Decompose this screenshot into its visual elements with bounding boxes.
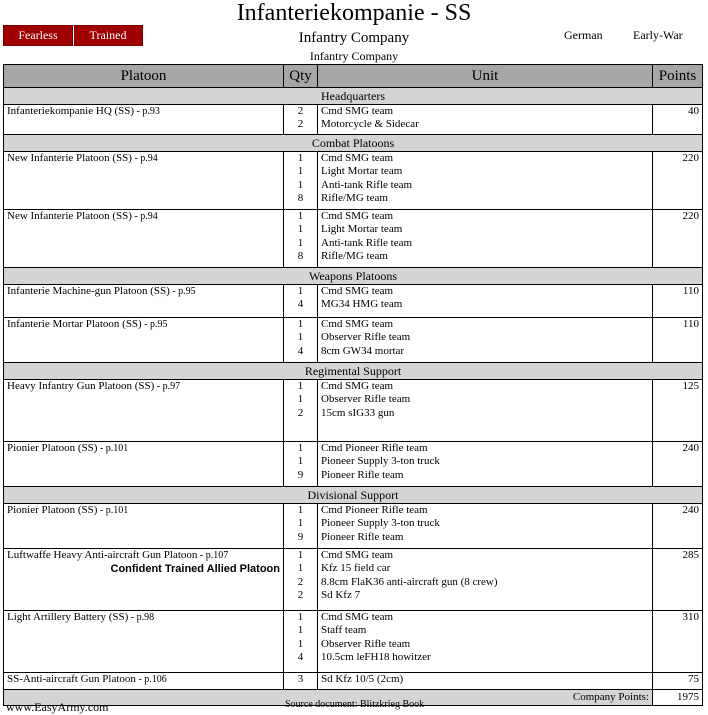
qty-cell: 3: [284, 673, 318, 690]
era-label: Early-War: [633, 28, 683, 42]
qty-cell: 1 1 2 2: [284, 549, 318, 611]
qty-cell: 1 1 2: [284, 380, 318, 442]
qty-cell: 1 1 4: [284, 318, 318, 363]
page-reference: - p.94: [131, 153, 158, 164]
section-header-row: [4, 268, 703, 285]
unit-cell: Cmd Pioneer Rifle team Pioneer Supply 3-ton truck Pioneer Rifle team: [318, 504, 653, 549]
platoon-row: [4, 442, 703, 487]
platoon-row: [4, 318, 703, 363]
page-title: Infanteriekompanie - SS: [236, 0, 472, 26]
column-header-qty: Qty: [284, 65, 318, 88]
page-reference: - p.97: [154, 381, 181, 392]
unit-cell: Cmd SMG team Kfz 15 field car 8.8cm FlaK36 anti-aircraft gun (8 crew) Sd Kfz 7: [318, 549, 653, 611]
platoon-row: [4, 105, 703, 135]
column-header-points: Points: [653, 65, 703, 88]
unit-cell: Cmd SMG team Motorcycle & Sidecar: [318, 105, 653, 135]
platoon-cell: [4, 673, 284, 690]
unit-cell: Cmd Pioneer Rifle team Pioneer Supply 3-ton truck Pioneer Rifle team: [318, 442, 653, 487]
points-cell: 110: [653, 318, 703, 363]
points-cell: 220: [653, 210, 703, 268]
platoon-cell: [4, 210, 284, 268]
table-header-row: [4, 65, 703, 88]
unit-cell: Cmd SMG team Light Mortar team Anti-tank Rifle team Rifle/MG team: [318, 210, 653, 268]
skill-badge: Trained: [73, 25, 143, 46]
page-reference: - p.101: [97, 443, 129, 454]
page-reference: - p.106: [135, 674, 167, 685]
platoon-cell: [4, 504, 284, 549]
platoon-row: [4, 549, 703, 611]
points-cell: 40: [653, 105, 703, 135]
page-reference: - p.95: [141, 319, 168, 330]
platoon-cell: [4, 152, 284, 210]
page-reference: - p.107: [197, 550, 229, 561]
total-points: 1975: [653, 690, 703, 706]
platoon-name: Infanteriekompanie HQ (SS): [7, 105, 135, 117]
qty-cell: 1 1 9: [284, 442, 318, 487]
qty-cell: 1 1 1 8: [284, 210, 318, 268]
page-reference: - p.98: [128, 612, 155, 623]
points-cell: 220: [653, 152, 703, 210]
platoon-cell: [4, 380, 284, 442]
platoon-row: [4, 152, 703, 210]
platoon-name: Infanterie Mortar Platoon (SS): [7, 318, 142, 330]
points-cell: 110: [653, 285, 703, 318]
unit-cell: Cmd SMG team Light Mortar team Anti-tank Rifle team Rifle/MG team: [318, 152, 653, 210]
platoon-name: New Infanterie Platoon (SS): [7, 152, 132, 164]
column-header-unit: Unit: [318, 65, 653, 88]
site-link[interactable]: www.EasyArmy.com: [6, 700, 109, 714]
platoon-note: Confident Trained Allied Platoon: [110, 563, 280, 576]
platoon-row: [4, 673, 703, 690]
section-header-row: [4, 88, 703, 105]
section-header-row: [4, 487, 703, 504]
page-reference: - p.93: [134, 106, 160, 117]
platoon-row: [4, 380, 703, 442]
platoon-name: New Infanterie Platoon (SS): [7, 210, 132, 222]
unit-cell: Cmd SMG team Staff team Observer Rifle team 10.5cm leFH18 howitzer: [318, 611, 653, 673]
page-reference: - p.95: [169, 286, 196, 297]
unit-cell: Cmd SMG team Observer Rifle team 15cm sIG33 gun: [318, 380, 653, 442]
platoon-name: Luftwaffe Heavy Anti-aircraft Gun Platoon: [7, 549, 198, 561]
column-header-platoon: Platoon: [4, 65, 284, 88]
company-subtitle: Infantry Company: [298, 30, 410, 46]
points-cell: 285: [653, 549, 703, 611]
platoon-cell: [4, 611, 284, 673]
platoon-name: Infanterie Machine-gun Platoon (SS): [7, 285, 170, 297]
platoon-row: [4, 285, 703, 318]
section-title: Regimental Support: [4, 363, 703, 380]
source-note: Source document: Blitzkrieg Book: [285, 699, 425, 710]
qty-cell: 1 4: [284, 285, 318, 318]
army-list-body: [4, 88, 703, 690]
qty-cell: 1 1 1 4: [284, 611, 318, 673]
total-label: Company Points:: [4, 690, 653, 706]
unit-cell: Cmd SMG team MG34 HMG team: [318, 285, 653, 318]
section-header-row: [4, 135, 703, 152]
platoon-row: [4, 611, 703, 673]
section-title: Divisional Support: [4, 487, 703, 504]
platoon-name: Pionier Platoon (SS): [7, 442, 98, 454]
section-title: Combat Platoons: [4, 135, 703, 152]
platoon-name: Pionier Platoon (SS): [7, 504, 98, 516]
section-title: Headquarters: [4, 88, 703, 105]
qty-cell: 1 1 1 8: [284, 152, 318, 210]
points-cell: 240: [653, 504, 703, 549]
section-header-row: [4, 363, 703, 380]
army-list-table: [3, 64, 703, 706]
platoon-name: Light Artillery Battery (SS): [7, 611, 129, 623]
platoon-cell: [4, 285, 284, 318]
nation-label: German: [564, 28, 603, 42]
points-cell: 240: [653, 442, 703, 487]
points-cell: 125: [653, 380, 703, 442]
unit-cell: Sd Kfz 10/5 (2cm): [318, 673, 653, 690]
platoon-cell: [4, 318, 284, 363]
platoon-cell: [4, 442, 284, 487]
page-reference: - p.94: [131, 211, 158, 222]
platoon-row: [4, 504, 703, 549]
platoon-row: [4, 210, 703, 268]
page-reference: - p.101: [97, 505, 129, 516]
platoon-cell: [4, 105, 284, 135]
qty-cell: 1 1 9: [284, 504, 318, 549]
company-type: Infantry Company: [309, 49, 399, 63]
points-cell: 310: [653, 611, 703, 673]
unit-cell: Cmd SMG team Observer Rifle team 8cm GW34 mortar: [318, 318, 653, 363]
motivation-badge: Fearless: [3, 25, 73, 46]
platoon-cell: [4, 549, 284, 611]
section-title: Weapons Platoons: [4, 268, 703, 285]
platoon-name: SS-Anti-aircraft Gun Platoon: [7, 673, 136, 685]
points-cell: 75: [653, 673, 703, 690]
platoon-name: Heavy Infantry Gun Platoon (SS): [7, 380, 155, 392]
qty-cell: 2 2: [284, 105, 318, 135]
